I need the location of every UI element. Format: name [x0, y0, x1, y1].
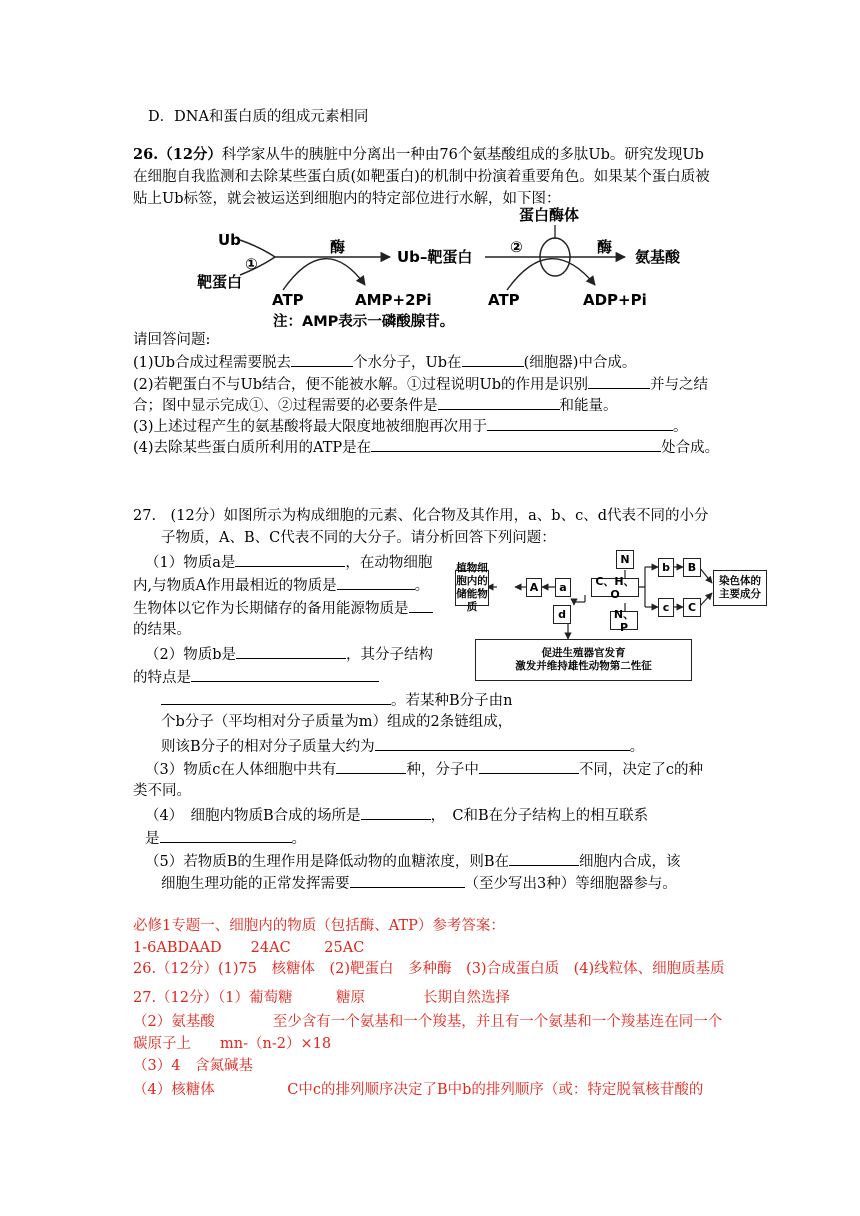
- q27-p2e: 个b分子（平均相对分子质量为m）组成的2条链组成，: [161, 714, 513, 730]
- target-protein-label: 靶蛋白: [197, 273, 243, 291]
- q26-intro-line1: 26.（12分）科学家从牛的胰脏中分离出一种由76个氨基酸组成的多肽Ub。研究发现Ub: [133, 146, 704, 163]
- q26-ask: 请回答问题:: [133, 332, 211, 348]
- q26-part3: (3)上述过程产生的氨基酸将最大限度地被细胞再次用于 。: [133, 415, 688, 437]
- q27-p1f: 的结果。: [133, 622, 191, 638]
- q27-p2d: 。若某种B分子由n: [161, 689, 513, 711]
- q26-intro-line2: 在细胞自我监测和去除某些蛋白质(如靶蛋白)的机制中扮演着重要角色。如果某个蛋白质被: [133, 169, 710, 185]
- q26-part2-cont: 合；图中显示完成①、②过程需要的必要条件是 和能量。: [133, 394, 618, 416]
- answer-blank[interactable]: [350, 872, 465, 888]
- adp-label: ADP+Pi: [583, 291, 647, 309]
- answer-blank[interactable]: [438, 394, 560, 410]
- q27-p5c: 细胞生理功能的正常发挥需要 （至少写出3种）等细胞器参与。: [161, 872, 677, 894]
- q27-p4a: （4） 细胞内物质B合成的场所是 ， C和B在分子结构上的相互联系: [145, 804, 648, 826]
- q27-head1: 27. (12分）如图所示为构成细胞的元素、化合物及其作用，a、b、c、d代表不同的小分: [133, 508, 709, 524]
- diagram-note: 注：AMP表示一磷酸腺苷。: [273, 314, 455, 330]
- q26-intro-line3: 贴上Ub标签，就会被运送到细胞内的特定部位进行水解，如下图：: [133, 191, 561, 207]
- storage-compound-box: 植物细胞内的储能物质: [456, 562, 488, 613]
- atp1-arc: [283, 259, 365, 290]
- answer-26: 26.（12分）(1)75 核糖体 (2)靶蛋白 多种酶 (3)合成蛋白质 (4)线粒体、细胞质基质: [133, 961, 725, 977]
- answer-blank[interactable]: [479, 758, 579, 774]
- answer-27-line5: （4）核糖体 C中c的排列顺序决定了B中b的排列顺序（或：特定脱氧核苷酸的: [133, 1082, 704, 1098]
- step1-label: ①: [245, 255, 258, 273]
- q27-p1c: 内,与物质A作用最相近的物质是 。: [133, 574, 429, 596]
- answer-27-line4: （3）4 含氮碱基: [133, 1058, 253, 1074]
- q27-p1e: 生物体以它作为长期储存的备用能源物质是: [133, 597, 433, 619]
- q27-head2: 子物质，A、B、C代表不同的大分子。请分析回答下列问题：: [161, 530, 556, 546]
- answers-title: 必修1专题一、细胞内的物质（包括酶、ATP）参考答案：: [133, 918, 505, 934]
- enzyme1-label: 酶: [330, 238, 346, 256]
- answer-27-line1: 27.（12分）（1）葡萄糖 糖原 长期自然选择: [133, 990, 510, 1006]
- box-N: N: [616, 550, 634, 569]
- proteasome-label: 蛋白酶体: [519, 206, 580, 224]
- answer-blank[interactable]: [235, 551, 345, 567]
- answer-blank[interactable]: [487, 415, 673, 431]
- box-a: a: [555, 578, 571, 597]
- answer-blank[interactable]: [161, 689, 391, 705]
- answer-blank[interactable]: [291, 351, 353, 367]
- box-C: C: [683, 598, 701, 617]
- amp-label: AMP+2Pi: [355, 291, 432, 309]
- answer-blank[interactable]: [371, 436, 661, 452]
- answers-mc: 1-6ABDAAD 24AC 25AC: [133, 940, 365, 956]
- box-cho: C、H、O: [591, 578, 639, 597]
- box-NP: N、P: [610, 611, 638, 630]
- box-c: c: [658, 598, 674, 617]
- option-d: D．DNA和蛋白质的组成元素相同: [148, 109, 369, 125]
- box-d: d: [553, 605, 571, 624]
- enzyme2-label: 酶: [597, 238, 613, 256]
- atp2-label: ATP: [488, 291, 520, 309]
- box-A: A: [526, 578, 542, 597]
- answer-blank[interactable]: [588, 373, 650, 389]
- answer-blank[interactable]: [409, 597, 433, 613]
- answer-blank[interactable]: [375, 735, 630, 751]
- q27-p2c: 的特点是: [133, 666, 379, 688]
- ub-label: Ub: [218, 231, 241, 249]
- q27-p3a: （3）物质c在人体细胞中共有 种，分子中 不同，决定了c的种: [145, 758, 703, 780]
- answer-blank[interactable]: [336, 758, 406, 774]
- atp2-arc: [507, 259, 595, 290]
- ub-pathway-diagram: [185, 205, 715, 330]
- answer-blank[interactable]: [462, 351, 524, 367]
- q27-p2a: （2）物质b是 ，其分子结构: [145, 643, 433, 665]
- q26-part4: (4)去除某些蛋白质所利用的ATP是在 处合成。: [133, 436, 719, 458]
- box-b: b: [658, 558, 674, 577]
- ub-target-complex-label: Ub–靶蛋白: [397, 248, 473, 266]
- answer-blank[interactable]: [236, 643, 346, 659]
- answer-blank[interactable]: [191, 666, 379, 682]
- answer-blank[interactable]: [337, 574, 415, 590]
- compound-diagram: [450, 545, 770, 685]
- hormone-function-box: 促进生殖器官发育 激发并维持雄性动物第二性征: [475, 639, 692, 681]
- q27-p3d: 类不同。: [133, 783, 191, 799]
- q27-p2f: 则该B分子的相对分子质量大约为 。: [161, 735, 644, 757]
- atp1-label: ATP: [272, 291, 304, 309]
- step2-label: ②: [510, 238, 523, 256]
- q27-p1a: （1）物质a是 ，在动物细胞: [145, 551, 432, 573]
- q26-number: 26.（12分）: [133, 146, 222, 163]
- q26-part1: (1)Ub合成过程需要脱去 个水分子，Ub在 (细胞器)中合成。: [133, 351, 636, 373]
- answer-blank[interactable]: [361, 804, 431, 820]
- box-B: B: [683, 558, 701, 577]
- answer-blank[interactable]: [509, 850, 579, 866]
- q27-p5a: （5）若物质B的生理作用是降低动物的血糖浓度，则B在 细胞内合成，该: [145, 850, 681, 872]
- q26-part2: (2)若靶蛋白不与Ub结合，便不能被水解。①过程说明Ub的作用是识别 并与之结: [133, 373, 708, 395]
- answer-27-line3: 碳原子上 mn-（n-2）×18: [133, 1036, 332, 1052]
- q27-p4c: 是 。: [145, 827, 306, 849]
- answer-27-line2: （2）氨基酸 至少含有一个氨基和一个羧基，并且有一个氨基和一个羧基连在同一个: [133, 1014, 723, 1030]
- amino-acid-label: 氨基酸: [635, 248, 681, 266]
- chromosome-component-box: 染色体的主要成分: [713, 570, 767, 606]
- answer-blank[interactable]: [160, 827, 292, 843]
